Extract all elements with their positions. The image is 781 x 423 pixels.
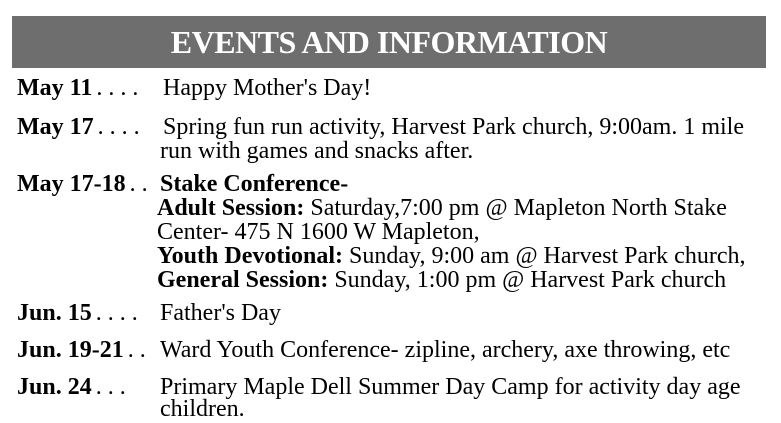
session-text: Sunday, 9:00 am @ Harvest Park church, [343, 243, 746, 269]
leader-dots: . . . . [95, 300, 138, 326]
event-may-17-18 [17, 172, 148, 196]
event-title: Stake Conference- [160, 171, 349, 197]
session-line [157, 196, 727, 220]
session-text: Sunday, 1:00 pm @ Harvest Park church [328, 267, 727, 293]
session-label: Adult Session: [157, 195, 305, 221]
leader-dots: . . [129, 171, 148, 197]
session-line [157, 244, 745, 268]
event-date: May 17-18 [17, 171, 126, 197]
event-description: Happy Mother's Day! [163, 75, 372, 101]
event-description: Spring fun run activity, Harvest Park church, 9:00am. 1 mile [163, 114, 744, 140]
event-may-11 [17, 76, 138, 100]
event-date: Jun. 15 [17, 300, 92, 326]
event-description: run with games and snacks after. [160, 138, 474, 164]
event-date: May 17 [17, 114, 94, 140]
event-jun-19-21 [17, 338, 146, 362]
event-date: May 11 [17, 75, 93, 101]
event-description: Ward Youth Conference- zipline, archery, axe throwing, etc [160, 337, 731, 363]
session-label: Youth Devotional: [157, 243, 344, 269]
event-may-17 [17, 115, 140, 139]
event-date: Jun. 24 [17, 374, 92, 400]
leader-dots: . . . . [97, 114, 140, 140]
event-description: Primary Maple Dell Summer Day Camp for activity day age [160, 374, 741, 400]
section-title: EVENTS AND INFORMATION [170, 23, 608, 60]
event-date: Jun. 19-21 [17, 337, 124, 363]
session-text: Saturday,7:00 pm @ Mapleton North Stake [304, 195, 727, 221]
event-description: children. [160, 396, 245, 422]
event-jun-24 [17, 375, 126, 399]
event-jun-15 [17, 301, 138, 325]
session-label: General Session: [157, 267, 329, 293]
session-text: Center- 475 N 1600 W Mapleton, [157, 219, 480, 245]
session-line [157, 268, 726, 292]
session-line [157, 220, 480, 244]
leader-dots: . . . . [96, 75, 139, 101]
event-description: Father's Day [160, 300, 281, 326]
leader-dots: . . . [95, 374, 126, 400]
section-header [12, 16, 766, 68]
leader-dots: . . [127, 337, 146, 363]
